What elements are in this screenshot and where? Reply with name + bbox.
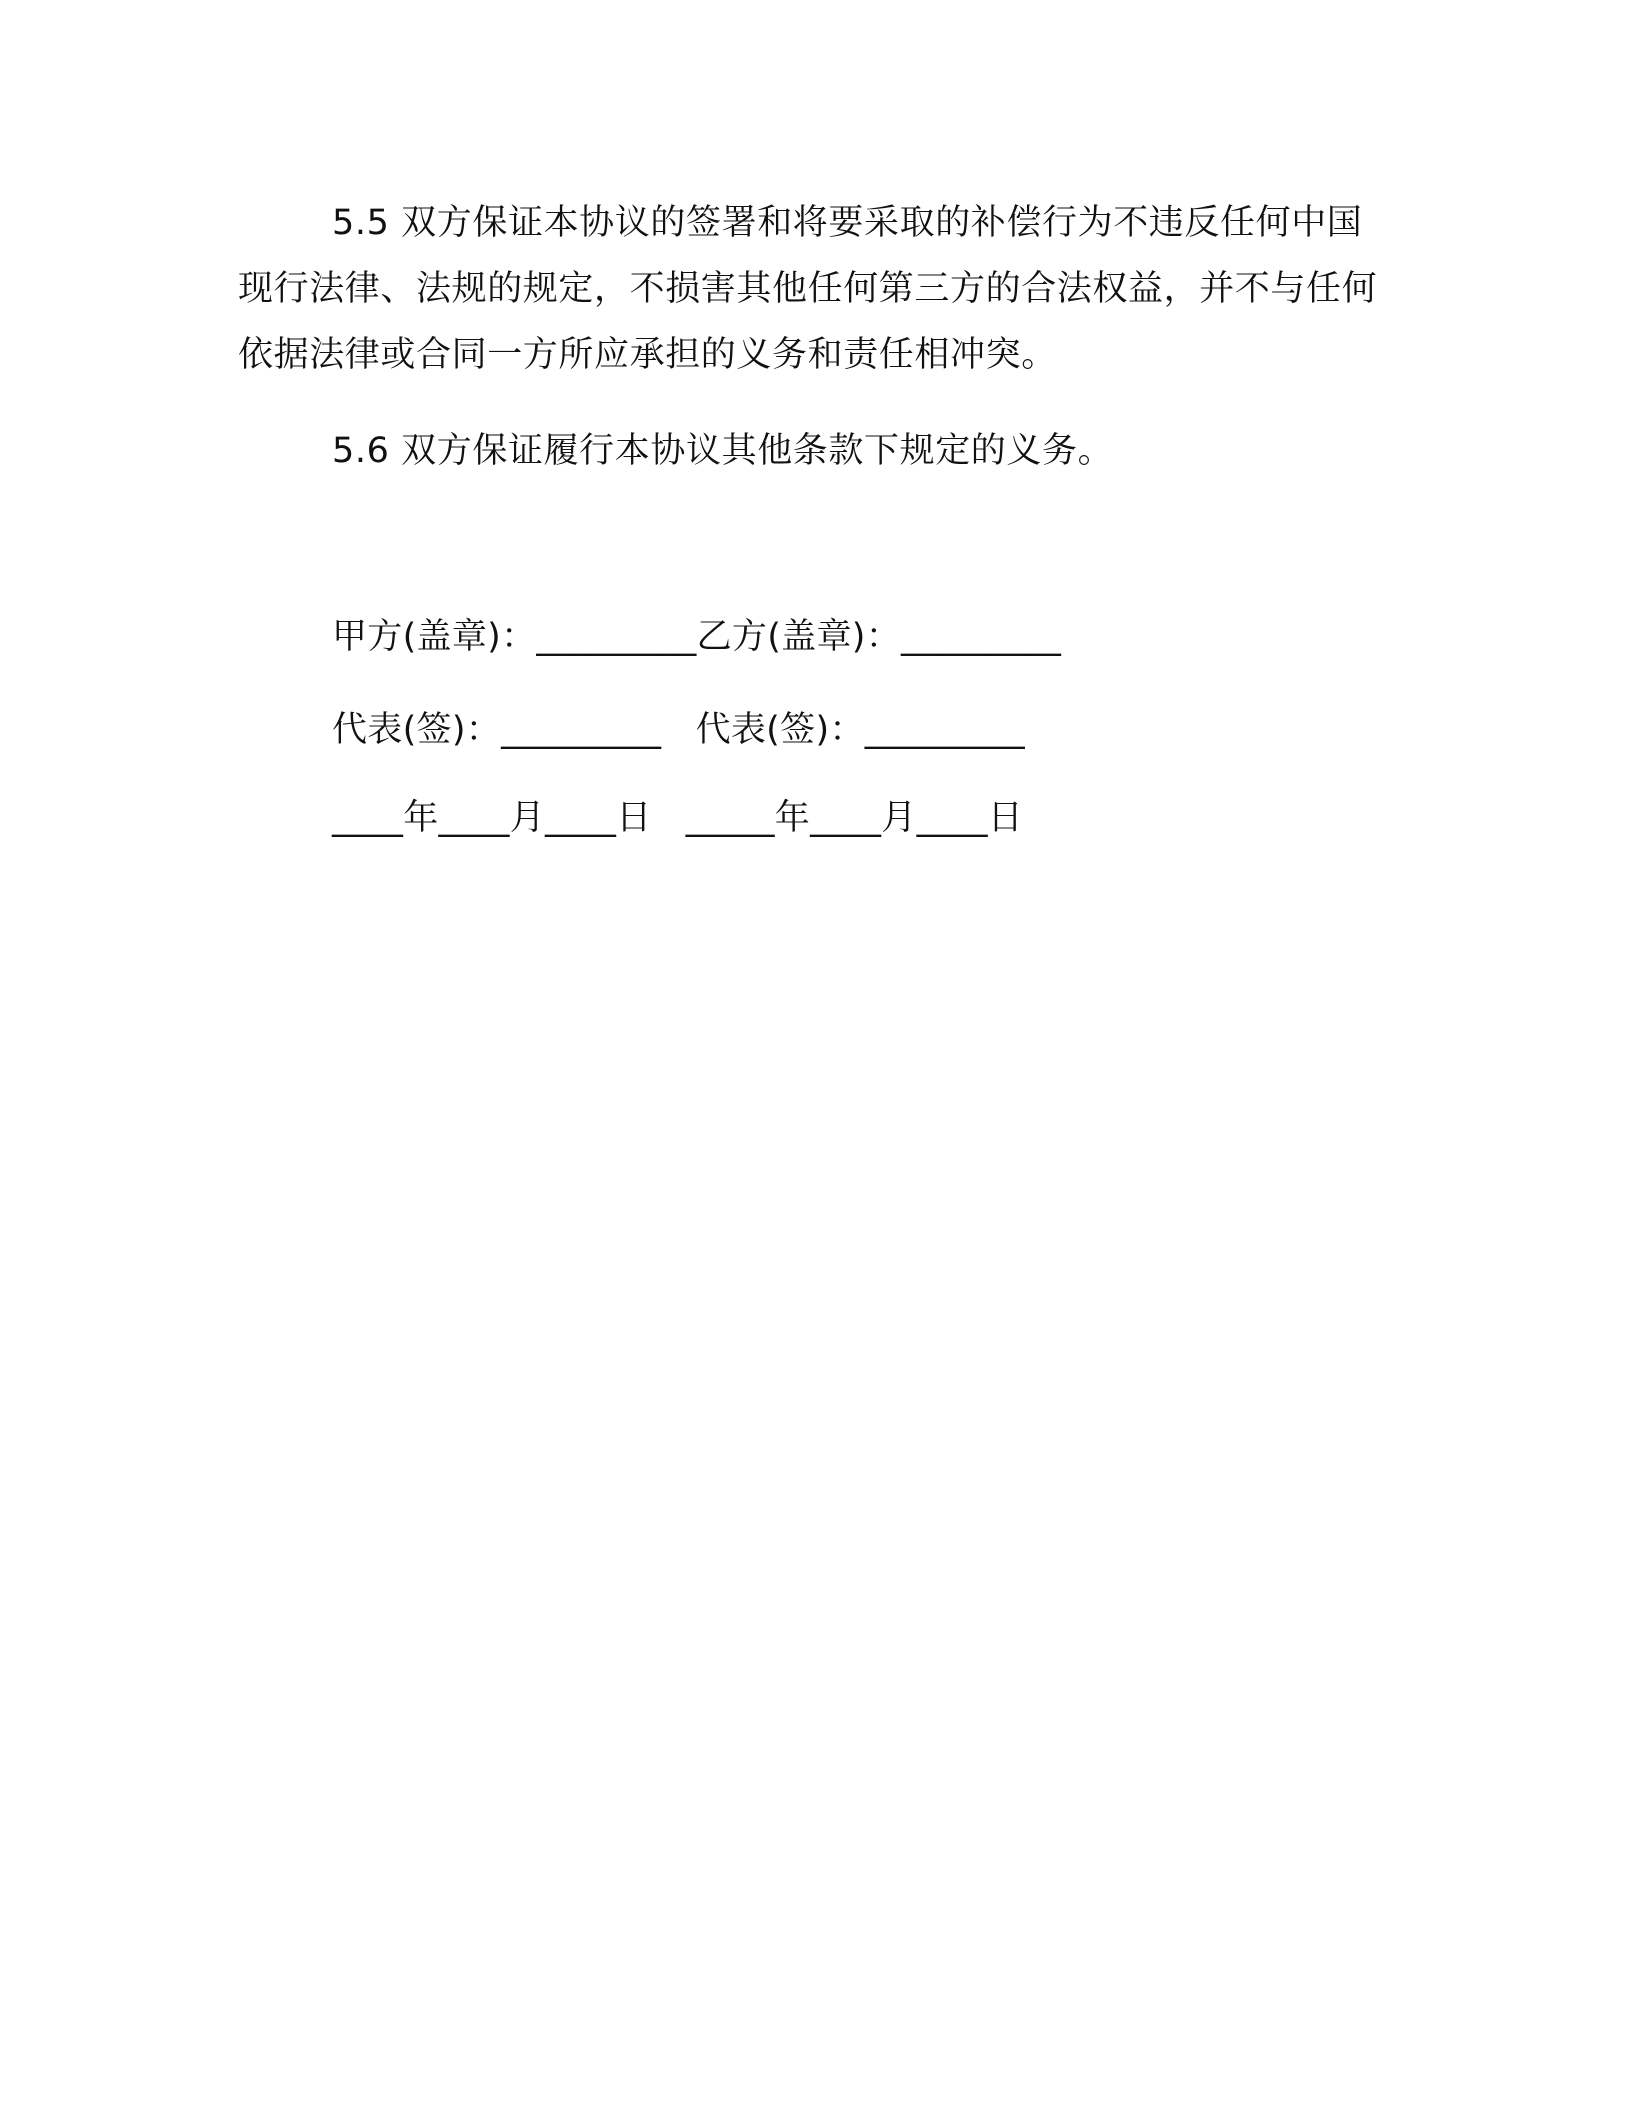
clause-5-6: 5.6 双方保证履行本协议其他条款下规定的义务。 xyxy=(332,431,1114,471)
representative-signature-line: 代表(签)：_________ 代表(签)：_________ xyxy=(332,710,1025,750)
seal-signature-line: 甲方(盖章)：_________乙方(盖章)：_________ xyxy=(332,617,1062,657)
date-line: ____年____月____日 _____年____月____日 xyxy=(332,798,1024,838)
clause-5-5: 5.5 双方保证本协议的签署和将要采取的补偿行为不违反任何中国现行法律、法规的规定，不损害其他任何第三方的合法权益，并不与任何依据法律或合同一方所应承担的义务和责任相冲突。 xyxy=(238,203,1378,375)
